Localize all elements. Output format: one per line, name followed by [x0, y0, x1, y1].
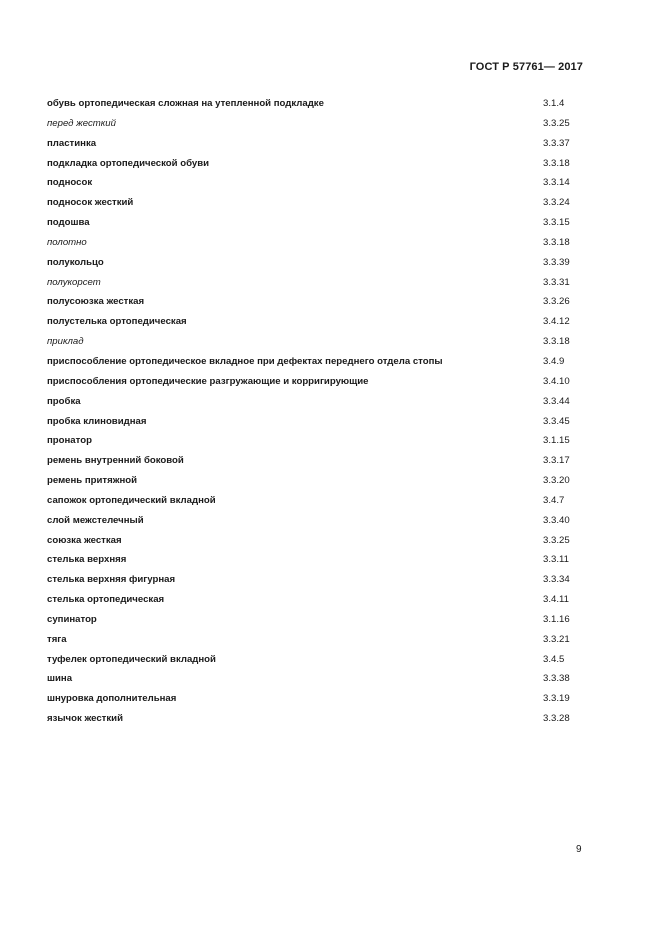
- index-reference: 3.3.11: [543, 554, 569, 566]
- index-entry: [47, 253, 587, 273]
- index-entry: [47, 233, 587, 253]
- index-entry: [47, 630, 587, 650]
- index-entry: [47, 134, 587, 154]
- index-reference: 3.4.11: [543, 594, 569, 606]
- index-reference: 3.3.44: [543, 395, 570, 407]
- index-entry: [47, 570, 587, 590]
- index-reference: 3.3.45: [543, 415, 570, 427]
- index-entry: [47, 431, 587, 451]
- index-reference: 3.3.15: [543, 217, 570, 229]
- index-entry: [47, 451, 587, 471]
- index-term: сапожок ортопедический вкладной: [47, 494, 216, 506]
- index-reference: 3.3.18: [543, 336, 570, 348]
- index-term: подкладка ортопедической обуви: [47, 157, 210, 169]
- index-reference: 3.3.14: [543, 177, 570, 189]
- index-entry: [47, 511, 587, 531]
- document-header: ГОСТ Р 57761— 2017: [469, 61, 583, 73]
- index-entry: [47, 372, 587, 392]
- index-term: полукольцо: [47, 256, 104, 268]
- index-term: ремень внутренний боковой: [47, 455, 184, 467]
- index-reference: 3.1.16: [543, 613, 570, 625]
- index-reference: 3.3.25: [543, 534, 570, 546]
- index-term: язычок жесткий: [47, 713, 123, 725]
- index-term: слой межстелечный: [47, 514, 144, 526]
- index-reference: 3.4.7: [543, 494, 565, 506]
- index-term: подносок: [47, 177, 93, 189]
- index-term: стелька верхняя фигурная: [47, 574, 176, 586]
- index-entry: [47, 292, 587, 312]
- index-entry: [47, 392, 587, 412]
- index-reference: 3.3.34: [543, 574, 570, 586]
- index-term: стелька верхняя: [47, 554, 127, 566]
- index-reference: 3.4.9: [543, 355, 565, 367]
- index-reference: 3.1.15: [543, 435, 570, 447]
- term-index-list: [47, 94, 587, 729]
- index-entry: [47, 332, 587, 352]
- index-entry: [47, 610, 587, 630]
- index-term: супинатор: [47, 613, 97, 625]
- index-reference: 3.3.28: [543, 713, 570, 725]
- index-term: обувь ортопедическая сложная на утепленной подкладке: [47, 98, 324, 109]
- index-reference: 3.3.39: [543, 256, 570, 268]
- index-term: пробка клиновидная: [47, 415, 147, 427]
- index-reference: 3.4.12: [543, 316, 570, 328]
- index-term: подошва: [47, 217, 90, 229]
- index-reference: 3.3.20: [543, 475, 570, 487]
- index-term: полукорсет: [47, 276, 101, 288]
- index-entry: [47, 669, 587, 689]
- index-reference: 3.1.4: [543, 98, 565, 109]
- index-reference: 3.3.21: [543, 633, 570, 645]
- index-entry: [47, 312, 587, 332]
- index-term: тяга: [47, 633, 67, 645]
- index-reference: 3.3.37: [543, 137, 570, 149]
- index-term: полусоюзка жесткая: [47, 296, 145, 308]
- index-reference: 3.3.38: [543, 673, 570, 685]
- index-reference: 3.3.18: [543, 236, 570, 248]
- index-entry: [47, 471, 587, 491]
- index-term: союзка жесткая: [47, 534, 122, 546]
- index-reference: 3.4.10: [543, 375, 570, 387]
- index-term: пробка: [47, 395, 81, 407]
- index-reference: 3.3.24: [543, 197, 570, 209]
- index-term: перед жесткий: [47, 117, 116, 129]
- index-entry: [47, 273, 587, 293]
- index-term: пронатор: [47, 435, 92, 447]
- index-term: шина: [47, 673, 73, 685]
- index-term: стелька ортопедическая: [47, 594, 165, 606]
- index-reference: 3.3.26: [543, 296, 570, 308]
- index-entry: [47, 94, 587, 114]
- index-term: шнуровка дополнительная: [47, 693, 177, 705]
- index-entry: [47, 213, 587, 233]
- index-term: приспособление ортопедическое вкладное при дефектах переднего отдела стопы: [47, 355, 443, 367]
- index-reference: 3.3.17: [543, 455, 570, 467]
- index-entry: [47, 689, 587, 709]
- index-entry: [47, 650, 587, 670]
- index-reference: 3.3.18: [543, 157, 570, 169]
- page-number: 9: [576, 844, 582, 855]
- index-entry: [47, 531, 587, 551]
- index-entry: [47, 491, 587, 511]
- index-reference: 3.3.40: [543, 514, 570, 526]
- index-term: приклад: [47, 336, 84, 348]
- index-reference: 3.3.25: [543, 117, 570, 129]
- index-term: туфелек ортопедический вкладной: [47, 653, 216, 665]
- index-entry: [47, 193, 587, 213]
- index-term: полустелька ортопедическая: [47, 316, 187, 328]
- index-term: подносок жесткий: [47, 197, 134, 209]
- index-term: полотно: [47, 236, 87, 248]
- index-reference: 3.3.31: [543, 276, 570, 288]
- index-entry: [47, 412, 587, 432]
- index-entry: [47, 173, 587, 193]
- index-term: ремень притяжной: [47, 475, 138, 487]
- index-entry: [47, 550, 587, 570]
- index-reference: 3.3.19: [543, 693, 570, 705]
- index-entry: [47, 709, 587, 729]
- index-entry: [47, 590, 587, 610]
- index-entry: [47, 154, 587, 174]
- index-reference: 3.4.5: [543, 653, 565, 665]
- index-entry: [47, 114, 587, 134]
- index-term: приспособления ортопедические разгружающие и корригирующие: [47, 375, 369, 387]
- index-entry: [47, 352, 587, 372]
- index-term: пластинка: [47, 137, 97, 149]
